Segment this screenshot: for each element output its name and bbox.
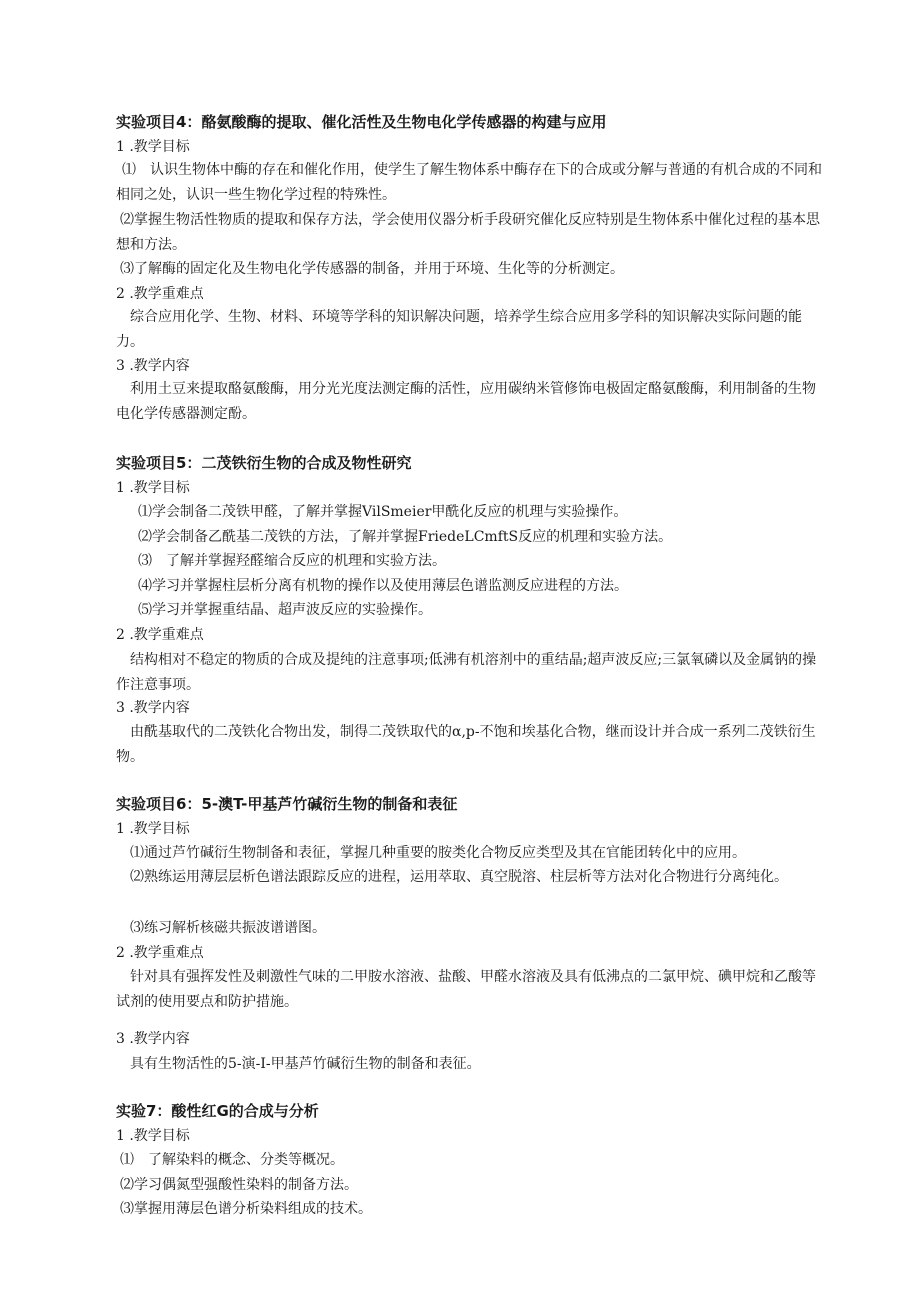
goal-item: ⑴ 认识生物体中酶的存在和催化作用，使学生了解生物体系中酶存在下的合成或分解与普通的有机合成的不同和相同之处，认识一些生物化学过程的特殊性。: [116, 162, 822, 203]
section-title: 实验项目4：酪氨酸酶的提取、催化活性及生物电化学传感器的构建与应用: [116, 113, 607, 131]
content-text: 利用土豆来提取酪氨酸酶，用分光光度法测定酶的活性，应用碳纳米管修饰电极固定酪氨酸酶，利用制备的生物电化学传感器测定酚。: [116, 381, 816, 422]
section-title: 实验7：酸性红G的合成与分析: [116, 1102, 319, 1120]
goal-item: ⑶练习解析核磁共振波谱谱图。: [130, 920, 326, 936]
difficulty-text: 针对具有强挥发性及刺激性气味的二甲胺水溶液、盐酸、甲醛水溶液及具有低沸点的二氯甲烷、碘甲烷和乙酸等试剂的使用要点和防护措施。: [116, 969, 816, 1010]
goal-item: ⑵掌握生物活性物质的提取和保存方法，学会使用仪器分析手段研究催化反应特别是生物体系中催化过程的基本思想和方法。: [116, 212, 820, 253]
goal-item: ⑶掌握用薄层色谱分析染料组成的技术。: [120, 1201, 372, 1217]
goal-item: ⑵熟练运用薄层层析色谱法跟踪反应的进程，运用萃取、真空脱溶、柱层析等方法对化合物进行分离纯化。: [130, 869, 788, 885]
content-text: 由酰基取代的二茂铁化合物出发，制得二茂铁取代的α,p-不饱和埃基化合物，继而设计并合成一系列二茂铁衍生物。: [116, 724, 816, 765]
section-title: 实验项目6：5-澳T-甲基芦竹碱衍生物的制备和表征: [116, 795, 458, 813]
goal-heading: 1 .教学目标: [116, 821, 190, 837]
goal-item: ⑴通过芦竹碱衍生物制备和表征，掌握几种重要的胺类化合物反应类型及其在官能团转化中的应用。: [130, 845, 746, 861]
goal-item: ⑶了解酶的固定化及生物电化学传感器的制备，并用于环境、生化等的分析测定。: [120, 261, 624, 277]
difficulty-text: 结构相对不稳定的物质的合成及提纯的注意事项;低沸有机溶剂中的重结晶;超声波反应;三氯氧磷以及金属钠的操作注意事项。: [116, 652, 817, 693]
content-heading: 3 .教学内容: [116, 1031, 190, 1047]
goal-item: ⑷学习并掌握柱层析分离有机物的操作以及使用薄层色谱监测反应进程的方法。: [138, 578, 628, 594]
goal-heading: 1 .教学目标: [116, 480, 190, 496]
difficulty-heading: 2 .教学重难点: [116, 945, 204, 961]
goal-item: ⑸学习并掌握重结晶、超声波反应的实验操作。: [138, 602, 432, 618]
goal-heading: 1 .教学目标: [116, 139, 190, 155]
difficulty-text: 综合应用化学、生物、材料、环境等学科的知识解决问题，培养学生综合应用多学科的知识解决实际问题的能力。: [116, 309, 802, 350]
difficulty-heading: 2 .教学重难点: [116, 286, 204, 302]
goal-item: ⑴ 了解染料的概念、分类等概况。: [120, 1152, 344, 1168]
content-heading: 3 .教学内容: [116, 700, 190, 716]
section-title: 实验项目5：二茂铁衍生物的合成及物性研究: [116, 454, 412, 472]
goal-item: ⑵学习偶氮型强酸性染料的制备方法。: [120, 1177, 358, 1193]
goal-item: ⑴学会制备二茂铁甲醛，了解并掌握VilSmeier甲酰化反应的机理与实验操作。: [138, 504, 628, 520]
goal-item: ⑵学会制备乙酰基二茂铁的方法，了解并掌握FriedeLCmftS反应的机理和实验方法。: [138, 529, 673, 545]
content-heading: 3 .教学内容: [116, 358, 190, 374]
goal-item: ⑶ 了解并掌握羟醛缩合反应的机理和实验方法。: [138, 553, 446, 569]
content-text: 具有生物活性的5-演-I-甲基芦竹碱衍生物的制备和表征。: [130, 1056, 481, 1072]
difficulty-heading: 2 .教学重难点: [116, 627, 204, 643]
goal-heading: 1 .教学目标: [116, 1128, 190, 1144]
